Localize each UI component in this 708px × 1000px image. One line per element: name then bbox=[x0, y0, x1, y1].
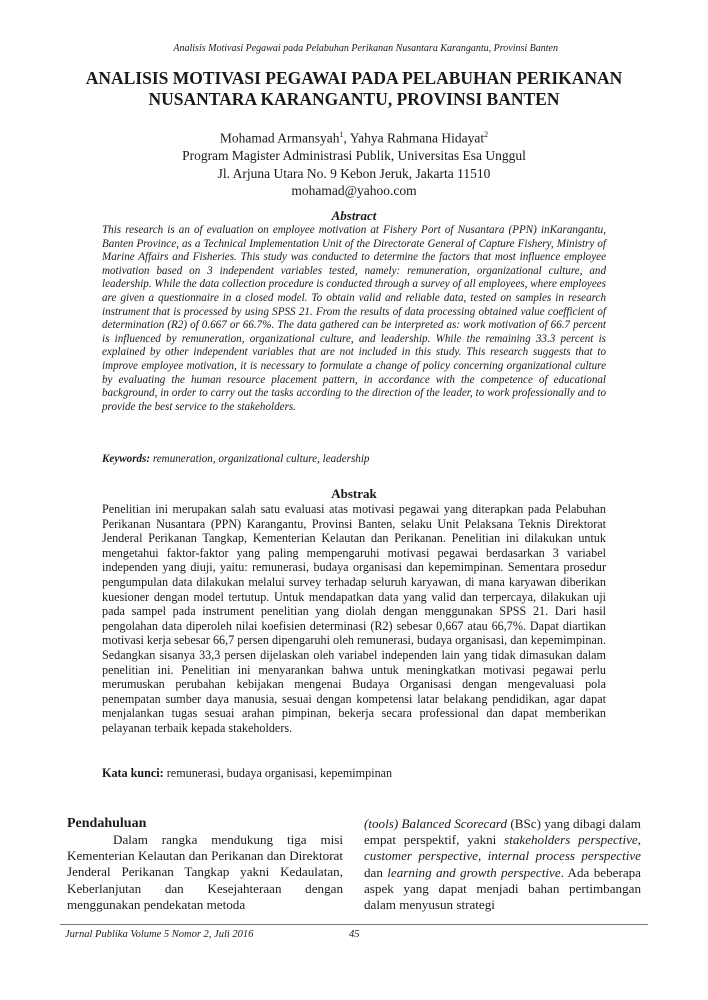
intro-left-column bbox=[67, 832, 343, 913]
author-2: , Yahya Rahmana Hidayat bbox=[343, 130, 485, 146]
intro-term-3: internal process perspective bbox=[487, 848, 641, 864]
footer-divider bbox=[60, 924, 648, 925]
intro-term-1: stakeholders perspective bbox=[504, 832, 638, 848]
intro-text-1: (BSc) yang dibagi dalam empat perspektif, yakni bbox=[364, 816, 641, 848]
keywords-en-values: remuneration, organizational culture, leadership bbox=[150, 453, 370, 465]
intro-tools-term: (tools) Balanced Scorecard bbox=[364, 816, 508, 831]
abstract-en-heading: Abstract bbox=[331, 208, 377, 223]
keywords-en-label: Keywords: bbox=[102, 453, 151, 465]
intro-term-2: customer perspective bbox=[364, 848, 478, 864]
page-number: 45 bbox=[349, 929, 360, 940]
intro-text-2: , bbox=[637, 832, 641, 848]
keywords-id-label: Kata kunci: bbox=[102, 766, 164, 780]
paper-title-line-1: ANALISIS MOTIVASI PEGAWAI PADA PELABUHAN PERIKANAN bbox=[85, 68, 623, 88]
section-heading-introduction: Pendahuluan bbox=[67, 816, 147, 831]
author-1: Mohamad Armansyah bbox=[219, 130, 340, 146]
intro-text-3: , bbox=[478, 848, 488, 864]
keywords-id-values: remunerasi, budaya organisasi, kepemimpinan bbox=[163, 766, 393, 780]
abstract-id-heading: Abstrak bbox=[331, 486, 377, 501]
author-1-affil-mark: 1 bbox=[339, 130, 344, 139]
abstract-id-body: Penelitian ini merupakan salah satu evaluasi atas motivasi pegawai yang diterapkan pada Pelabuhan Perikanan Nusantara (PPN) Karangantu, Provinsi Banten, selaku Unit Pelaksana Teknis Direktorat Jenderal Perikanan Tangkap, Kementerian Kelautan dan Perikanan. Penelitian ini dilakukan untuk mengetahui faktor-faktor yang paling mempengaruhi motivasi pegawai berdasarkan 3 variabel independen yang diuji, yaitu: remunerasi, budaya organisasi dan kepemimpinan. Sementara prosedur pengumpulan data dilakukan melalui survey terhadap seluruh karyawan, di mana karyawan diberikan kuesioner dengan model tertutup. Untuk mendapatkan data yang valid dan terpercaya, dilakukan uji pada sampel pada instrument penelitian yang diolah dengan menggunakan SPSS 21. Dari hasil pengolahan data diperoleh nilai koefisien determinasi (R2) sebesar 0,667 atau 66,7%. Dapat diartikan motivasi kerja sebesar 66,7 persen dipengaruhi oleh remunerasi, budaya organisasi, dan kepemimpinan. Sedangkan sisanya 33,3 persen dijelaskan oleh variabel independen lain yang tidak dimasukan dalam penelitian ini. Penelitian ini menyarankan bahwa untuk meningkatkan motivasi pegawai perlu merumuskan perubahan kebijakan mengenai Budaya Organisasi dengan mengevaluasi pola penempatan sumber daya manusia, sesuai dengan kompetensi latar belakang pendidikan, agar dapat menjalankan tugas sesuai arahan pimpinan, bekerja secara professional dan dapat memberikan pelayanan terbaik kepada stakeholders. bbox=[102, 502, 606, 735]
paper-title-line-2: NUSANTARA KARANGANTU, PROVINSI BANTEN bbox=[148, 89, 560, 109]
address: Jl. Arjuna Utara No. 9 Kebon Jeruk, Jakarta 11510 bbox=[217, 165, 491, 181]
intro-text-4: dan bbox=[364, 864, 388, 880]
intro-paragraph-right bbox=[364, 816, 641, 913]
abstract-en-body: This research is an of evaluation on employee motivation at Fishery Port of Nusantara (PPN) inKarangantu, Banten Province, as a Technical Implementation Unit of the Directorate General of Capture Fishery, Ministry of Marine Affairs and Fisheries. This study was conducted to determine the factors that most influence employee motivation based on 3 independent variables tested, namely: remuneration, organizational culture, and leadership. While the data collection procedure is conducted through a survey of all employees, where employees are given a questionnaire in a closed model. To obtain valid and reliable data, tested on samples in research instrument that is processed by using SPSS 21. From the results of data processing obtained value coefficient of determination (R2) of 0.667 or 66.7%. The data gathered can be interpreted as: work motivation of 66.7 percent is influenced by remuneration, organizational culture, and leadership. While the remaining 33.3 percent is explained by other independent variables that are not included in this study. This research suggests that to improve employee motivation, it is necessary to formulate a change of policy concerning organizational culture by evaluating the human resource placement pattern, in accordance with the competence of educational background, in order to carry out the tasks according to the direction of the leader, to work professionally and to provide the best service to the stakeholders. bbox=[102, 224, 606, 413]
intro-paragraph-left: Dalam rangka mendukung tiga misi Kementerian Kelautan dan Perikanan dan Direktorat Jenderal Perikanan Tangkap yakni Kedaulatan, Keberlanjutan dan Kesejahteraan dengan menggunakan pendekatan metoda bbox=[67, 832, 343, 912]
keywords-en bbox=[102, 453, 606, 465]
paper-title bbox=[60, 68, 648, 110]
keywords-id bbox=[102, 766, 606, 781]
affiliation: Program Magister Administrasi Publik, Universitas Esa Unggul bbox=[182, 148, 526, 163]
author-block bbox=[60, 126, 648, 200]
intro-term-4: learning and growth perspective bbox=[387, 864, 561, 880]
intro-right-column bbox=[364, 816, 641, 913]
author-2-affil-mark: 2 bbox=[484, 130, 489, 139]
email: mohamad@yahoo.com bbox=[291, 183, 417, 198]
intro-text-5: . Ada beberapa aspek yang dapat menjadi bahan pertimbangan dalam menyusun strategi bbox=[364, 864, 641, 913]
author-names bbox=[60, 126, 648, 147]
footer-journal: Jurnal Publika Volume 5 Nomor 2, Juli 2016 bbox=[65, 929, 254, 940]
running-head: Analisis Motivasi Pegawai pada Pelabuhan Perikanan Nusantara Karangantu, Provinsi Banten bbox=[173, 43, 558, 54]
